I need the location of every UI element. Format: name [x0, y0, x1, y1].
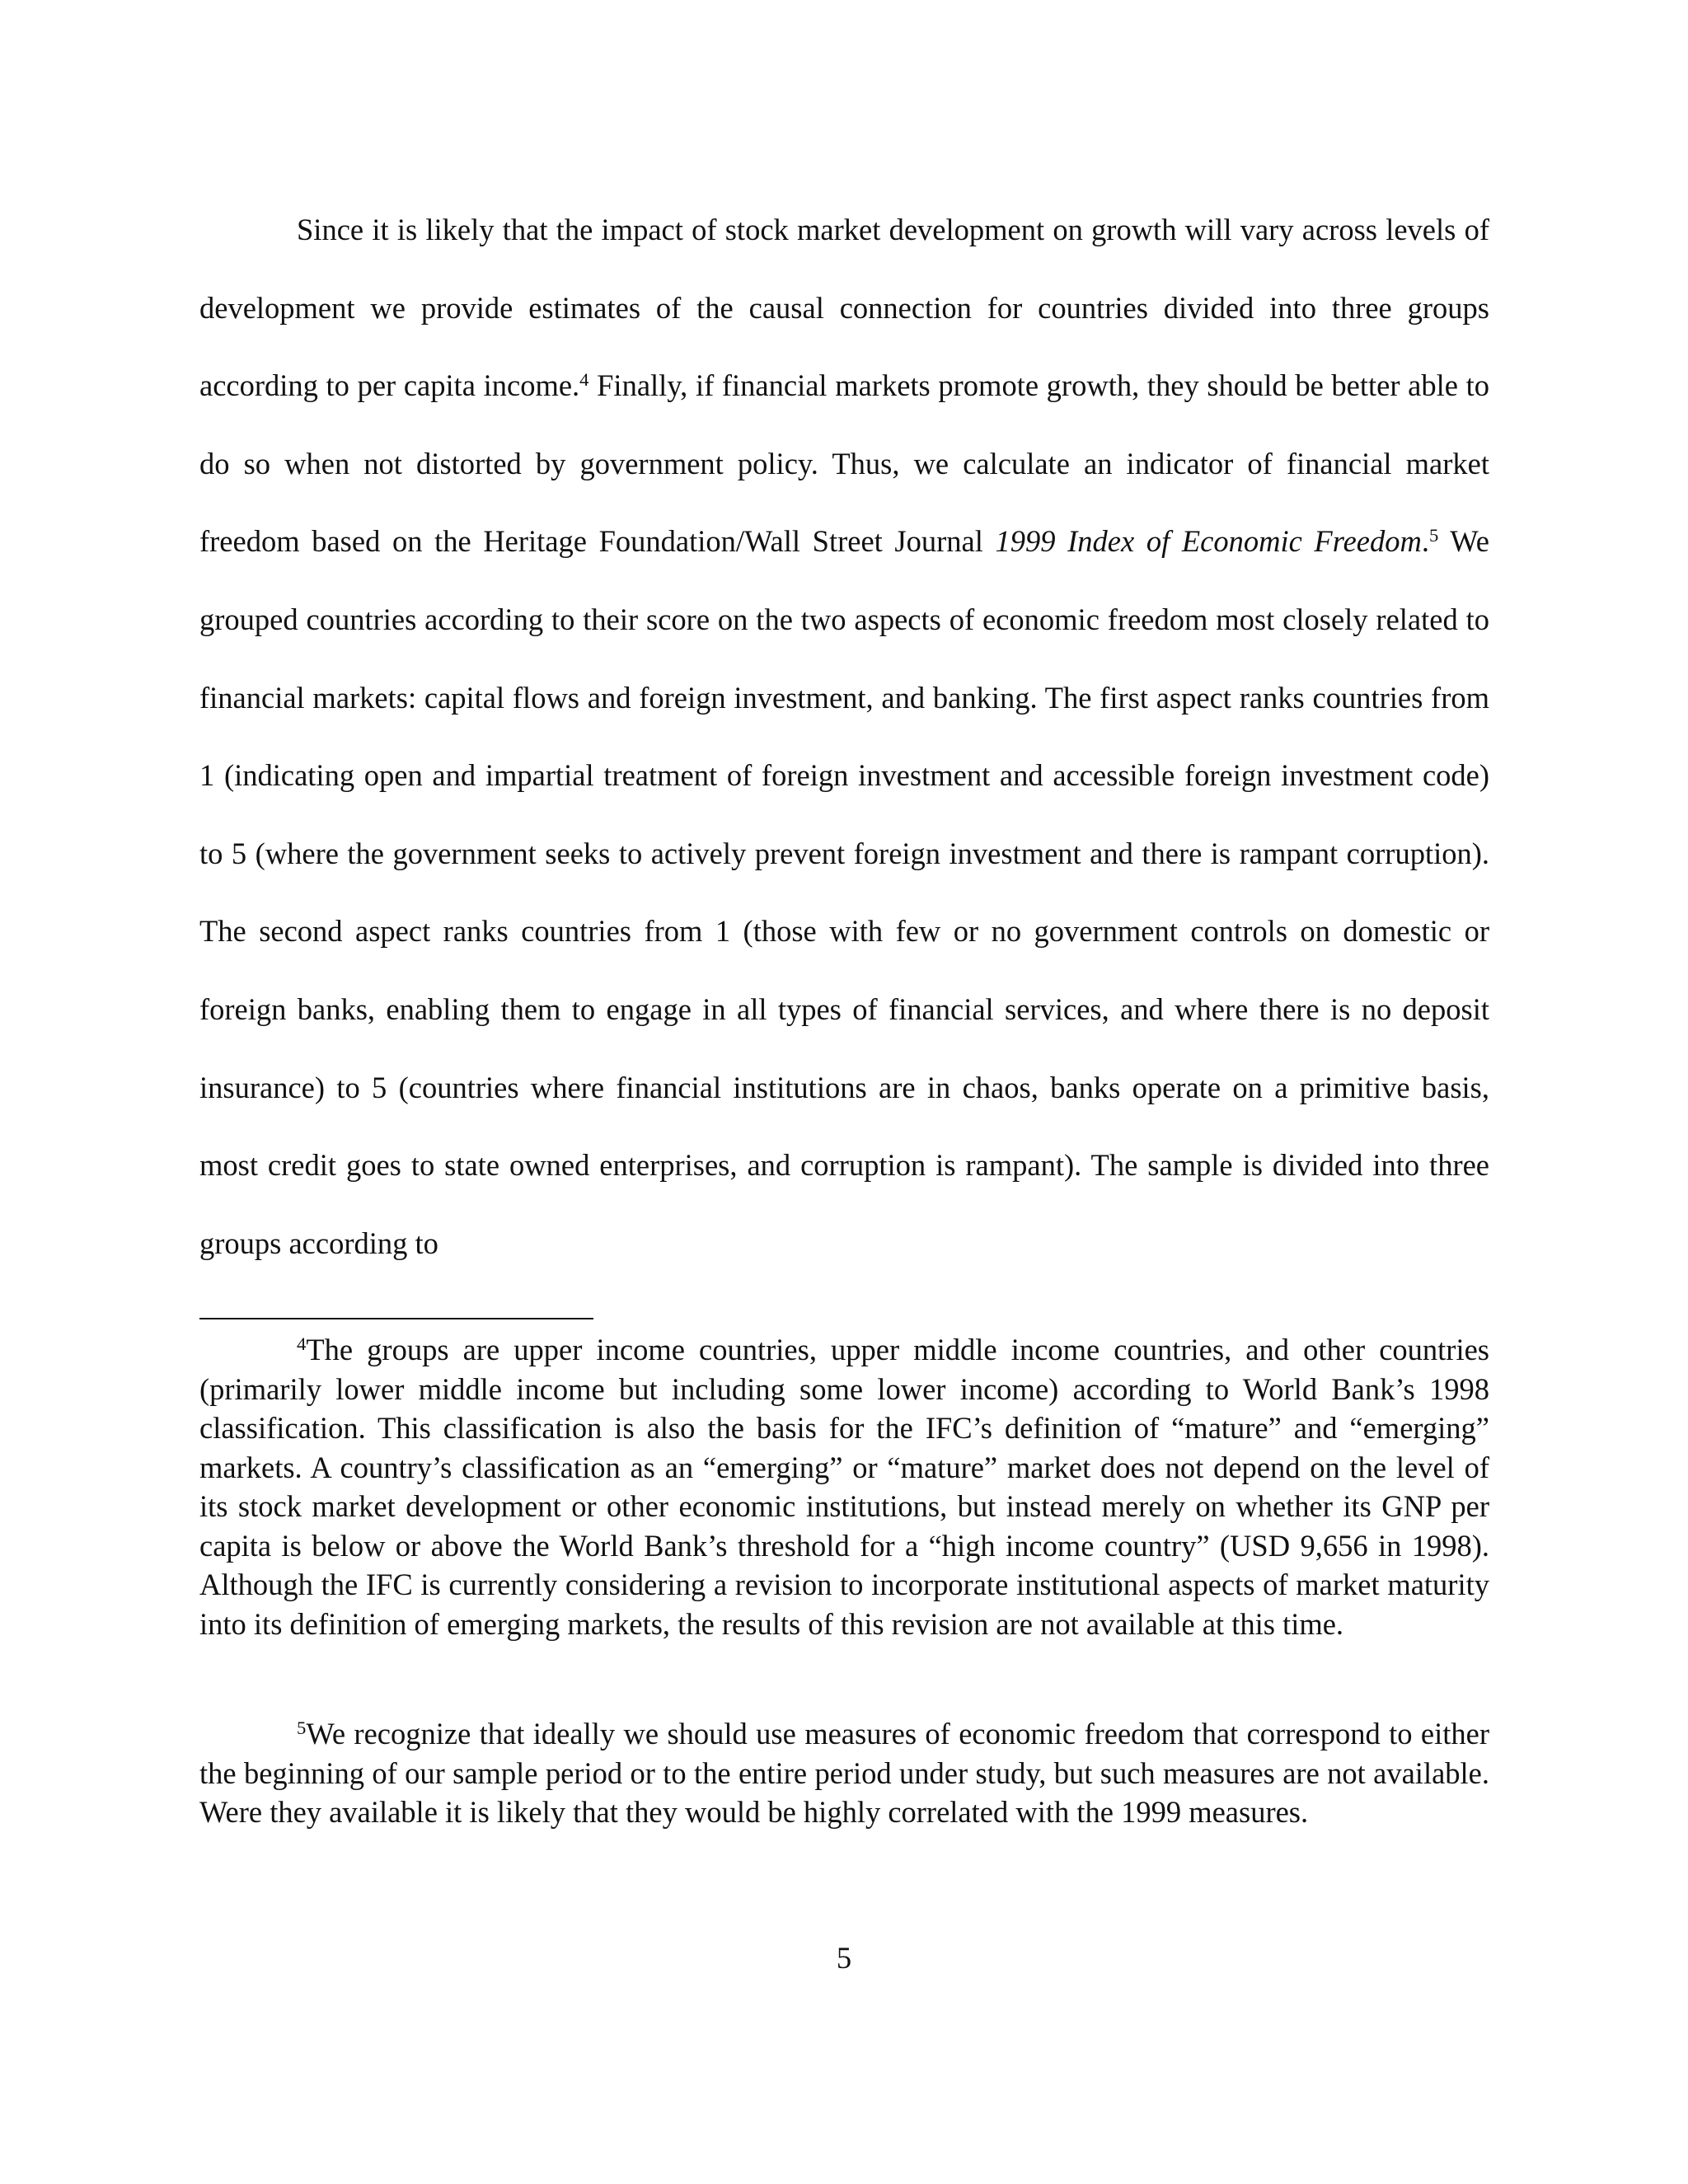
footnote-separator: [199, 1318, 593, 1319]
body-text-segment: Since it is likely that the impact of stock market development on growth will vary across levels of development we provide estimates of the causal connection for countries divided into three groups according to per capita income.: [199, 213, 1489, 403]
body-text-segment: Finally, if financial markets promote growth, they should be better able to do so when not distorted by government policy. Thus, we calculate an indicator of financial market freedom based on the Heritage Foundation/Wall Street Journal: [199, 368, 1489, 559]
italic-title: 1999 Index of Economic Freedom: [995, 524, 1422, 559]
footnote-text: We recognize that ideally we should use measures of economic freedom that correspond to either the beginning of our sample period or to the entire period under study, but such measures are not available. Were they available it is likely that they would be highly correlated with the 1999 measures.: [199, 1717, 1489, 1829]
body-text-segment: .: [1421, 524, 1429, 559]
page-number: 5: [836, 1941, 852, 1975]
footnote-ref-4: 4: [579, 368, 589, 390]
footnote-number: 5: [297, 1717, 307, 1738]
body-paragraph: [199, 191, 1489, 1282]
body-text-segment: We grouped countries according to their score on the two aspects of economic freedom most closely related to financial markets: capital flows and foreign investment, and banking. The first aspect ranks countries from 1 (indicating open and impartial treatment of foreign investment and accessible foreign investment code) to 5 (where the government seeks to actively prevent foreign investment and there is rampant corruption). The second aspect ranks countries from 1 (those with few or no government controls on domestic or foreign banks, enabling them to engage in all types of financial services, and where there is no deposit insurance) to 5 (countries where financial institutions are in chaos, banks operate on a primitive basis, most credit goes to state owned enterprises, and corruption is rampant). The sample is divided into three groups according to: [199, 524, 1489, 1260]
footnote-text: The groups are upper income countries, upper middle income countries, and other countries (primarily lower middle income but including some lower income) according to World Bank’s 1998 classification. This classification is also the basis for the IFC’s definition of “mature” and “emerging” markets. A country’s classification as an “emerging” or “mature” market does not depend on the level of its stock market development or other economic institutions, but instead merely on whether its GNP per capita is below or above the World Bank’s threshold for a “high income country” (USD 9,656 in 1998). Although the IFC is currently considering a revision to incorporate institutional aspects of market maturity into its definition of emerging markets, the results of this revision are not available at this time.: [199, 1333, 1489, 1641]
footnote-4: [199, 1330, 1489, 1643]
footnote-5: [199, 1714, 1489, 1832]
footnote-ref-5: 5: [1428, 524, 1439, 546]
footnote-number: 4: [297, 1333, 307, 1354]
